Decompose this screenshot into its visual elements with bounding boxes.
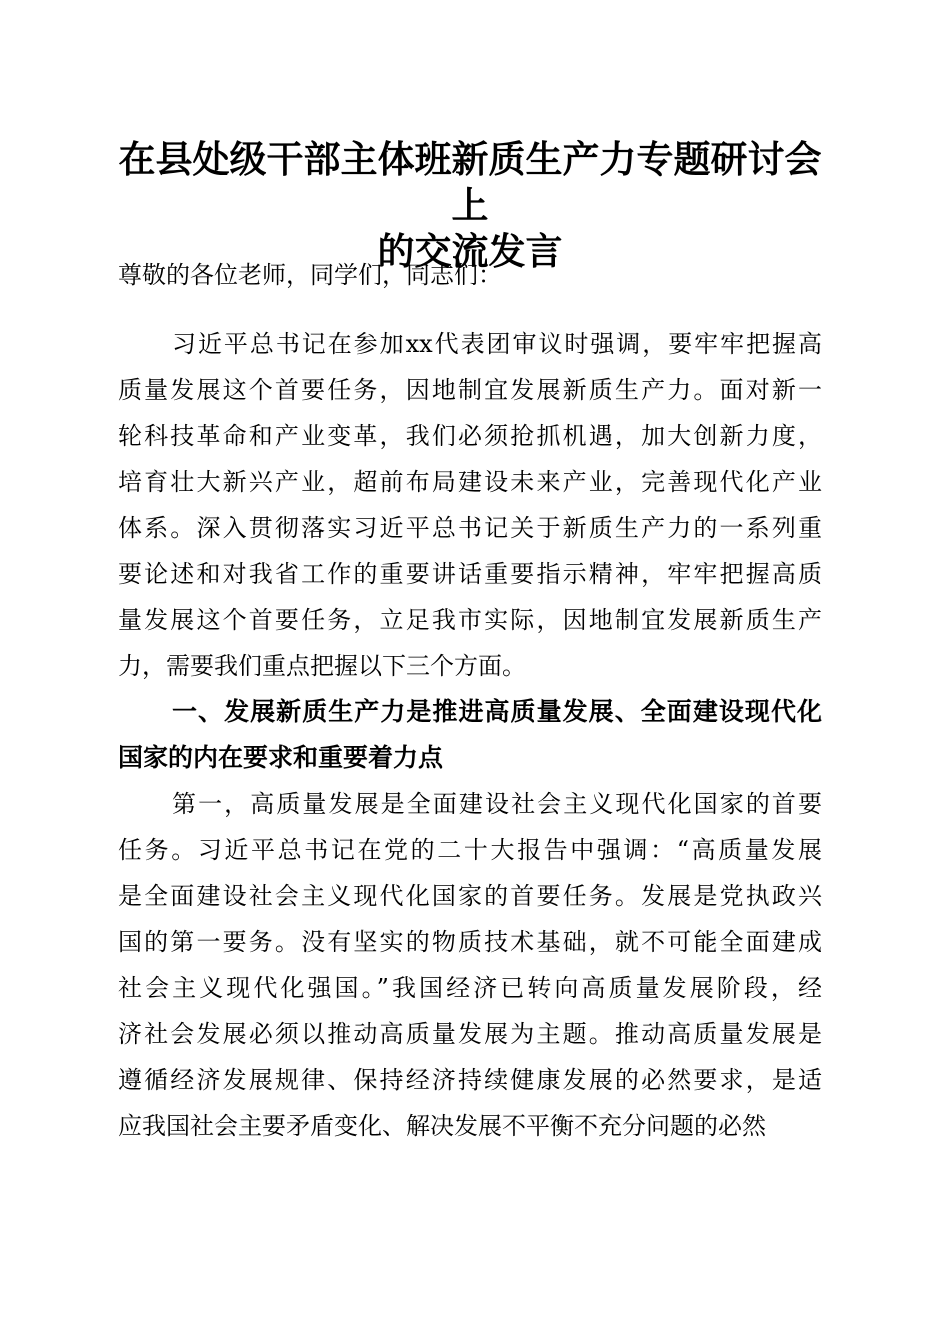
text-line: 国家的内在要求和重要着力点 [118, 743, 444, 772]
title-line: 的交流发言 [377, 229, 563, 273]
title-line: 在县处级干部主体班新质生产力专题研讨会上 [118, 137, 822, 227]
text-line: 应我国社会主要矛盾变化、解决发展不平衡不充分问题的必然 [118, 1112, 766, 1140]
text-line: 国的第一要务。没有坚实的物质技术基础，就不可能全面建成 [118, 928, 822, 956]
text-line: 一、发展新质生产力是推进高质量发展、全面建设现代化 [172, 697, 822, 726]
text-line: 是全面建设社会主义现代化国家的首要任务。发展是党执政兴 [118, 882, 822, 910]
paragraph [118, 781, 822, 1149]
text-line: 遵循经济发展规律、保持经济持续健康发展的必然要求，是适 [118, 1066, 822, 1094]
text-line: 第一，高质量发展是全面建设社会主义现代化国家的首要 [172, 790, 822, 818]
text-line: 培育壮大新兴产业，超前布局建设未来产业，完善现代化产业 [118, 468, 822, 496]
document-body [118, 252, 822, 1149]
text-line: 习近平总书记在参加xx代表团审议时强调，要牢牢把握高 [172, 330, 822, 358]
text-line: 社会主义现代化强国。”我国经济已转向高质量发展阶段，经 [118, 974, 822, 1002]
paragraph [118, 321, 822, 689]
text-line: 体系。深入贯彻落实习近平总书记关于新质生产力的一系列重 [118, 514, 822, 542]
text-line: 质量发展这个首要任务，因地制宜发展新质生产力。面对新一 [118, 376, 822, 404]
salutation: 尊敬的各位老师，同学们，同志们： [118, 261, 502, 289]
text-line: 济社会发展必须以推动高质量发展为主题。推动高质量发展是 [118, 1020, 822, 1048]
text-line: 力，需要我们重点把握以下三个方面。 [118, 652, 526, 680]
text-line: 量发展这个首要任务，立足我市实际，因地制宜发展新质生产 [118, 606, 822, 634]
text-line: 要论述和对我省工作的重要讲话重要指示精神，牢牢把握高质 [118, 560, 822, 588]
section-heading [118, 689, 822, 781]
text-line: 轮科技革命和产业变革，我们必须抢抓机遇，加大创新力度， [118, 422, 822, 450]
text-line: 任务。习近平总书记在党的二十大报告中强调：“高质量发展 [118, 836, 822, 864]
